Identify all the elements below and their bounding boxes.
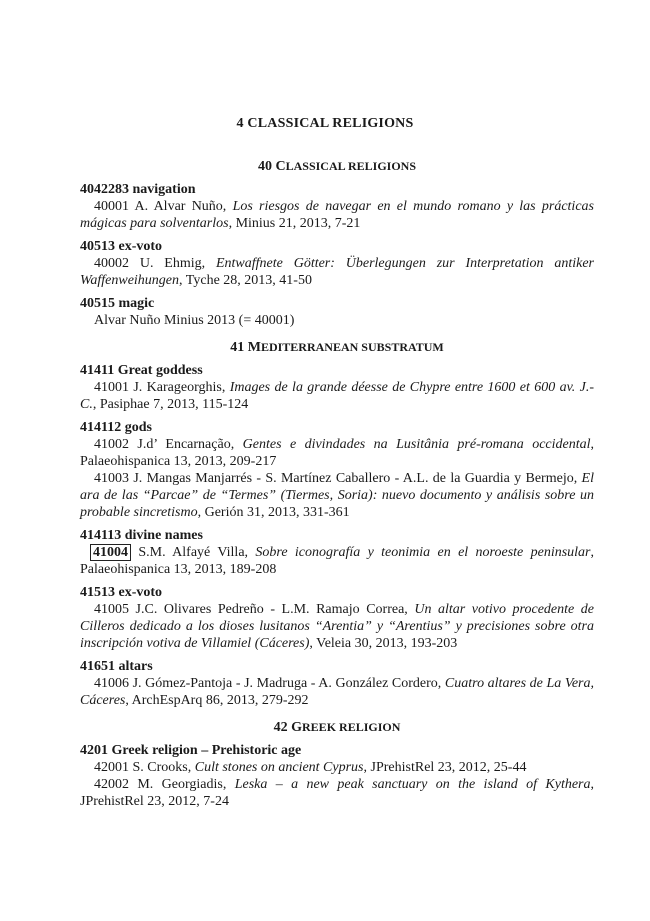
bibliography-entry: 41006 J. Gómez-Pantoja - J. Madruga - A. González Cordero, Cuatro altares de La Vera, Cáceres, ArchEspArq 86, 2013, 279-292 [80, 676, 594, 708]
subject-heading: 414113 divine names [80, 528, 203, 543]
subject-heading: 414112 gods [80, 420, 152, 435]
bibliography-entry: 41001 J. Karageorghis, Images de la grande déesse de Chypre entre 1600 et 600 av. J.-C., Pasiphae 7, 2013, 115-124 [80, 380, 595, 412]
bibliography-entry: 42001 S. Crooks, Cult stones on ancient Cyprus, JPrehistRel 23, 2012, 25-44 [94, 760, 527, 775]
subject-heading: 41411 Great goddess [80, 363, 203, 378]
bibliography-entry: 41005 J.C. Olivares Pedreño - L.M. Ramajo Correa, Un altar votivo procedente de Cilleros dedicado a los dioses lusitanos “Arentia” y “Arentius” y precisiones sobre otra inscripción votiva de Villamiel (Cáceres), Veleia 30, 2013, 193-203 [80, 602, 595, 651]
subject-heading: 4201 Greek religion – Prehistoric age [80, 743, 302, 758]
highlighted-entry-number: 41004 [90, 544, 131, 561]
section-heading-41: 41 MEDITERRANEAN SUBSTRATUM [230, 340, 444, 355]
bibliography-content [80, 159, 595, 810]
subject-heading: 40513 ex-voto [80, 239, 163, 254]
subject-heading: 4042283 navigation [80, 182, 196, 197]
bibliography-entry: 40001 A. Alvar Nuño, Los riesgos de navegar en el mundo romano y las prácticas mágicas para solventarlos, Minius 21, 2013, 7-21 [80, 199, 594, 231]
bibliography-entry: 42002 M. Georgiadis, Leska – a new peak sanctuary on the island of Kythera, JPrehistRel 23, 2012, 7-24 [80, 777, 595, 809]
subject-heading: 40515 magic [80, 296, 155, 311]
bibliography-entry: 41002 J.d’ Encarnação, Gentes e divindades na Lusitânia pré-romana occidental, Palaeohispanica 13, 2013, 209-217 [80, 437, 595, 469]
bibliography-entry: 41004 S.M. Alfayé Villa, Sobre iconografía y teonimia en el noroeste peninsular, Palaeohispanica 13, 2013, 189-208 [80, 545, 594, 577]
bibliography-entry: 40002 U. Ehmig, Entwaffnete Götter: Überlegungen zur Interpretation antiker Waffenweihungen, Tyche 28, 2013, 41-50 [80, 256, 594, 288]
subject-heading: 41513 ex-voto [80, 585, 163, 600]
section-heading-40: 40 CLASSICAL RELIGIONS [257, 159, 416, 174]
subject-heading: 41651 altars [80, 659, 153, 674]
bibliography-entry: Alvar Nuño Minius 2013 (= 40001) [94, 313, 295, 328]
chapter-title: 4 CLASSICAL RELIGIONS [236, 116, 414, 131]
section-heading-42: 42 GREEK RELIGION [273, 720, 401, 735]
bibliography-entry: 41003 J. Mangas Manjarrés - S. Martínez Caballero - A.L. de la Guardia y Bermejo, El ara de las “Parcae” de “Termes” (Tiermes, Soria): nuevo documento y análisis sobre un probable sincretismo, Gerión 31, 2013, 331-361 [80, 471, 594, 520]
